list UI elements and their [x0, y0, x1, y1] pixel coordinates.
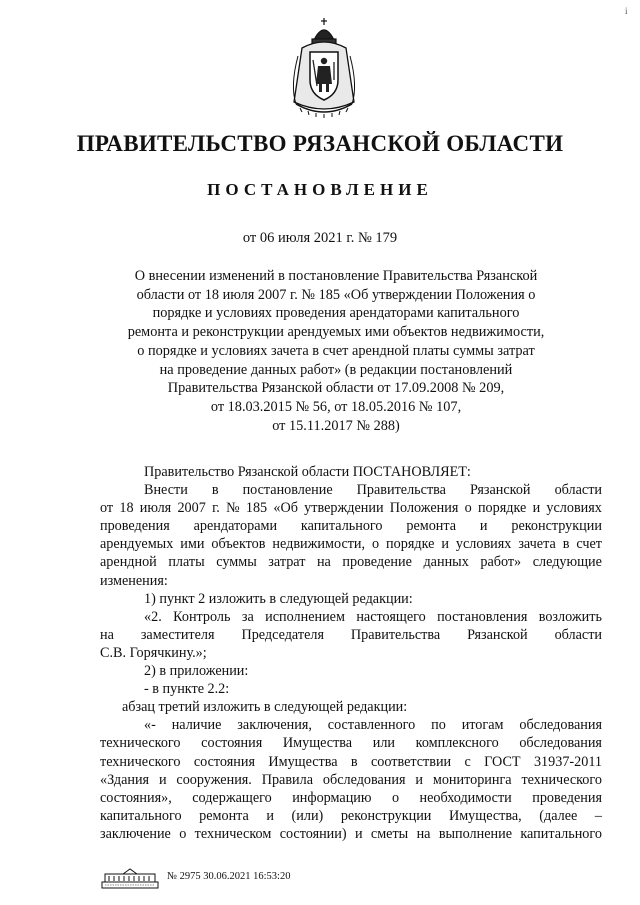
registry-number: № 2975 30.06.2021 16:53:20	[167, 871, 291, 882]
body-line	[100, 499, 602, 517]
word: и	[479, 518, 488, 535]
word: работ»	[480, 554, 522, 571]
word: (далее	[539, 807, 578, 824]
word: и	[415, 771, 423, 788]
body-line	[100, 807, 602, 825]
word: области	[554, 482, 602, 499]
word: ГОСТ	[484, 753, 521, 770]
word: содержащего	[192, 789, 272, 806]
word: или	[372, 735, 396, 752]
body-line	[100, 553, 602, 571]
body-line	[100, 716, 602, 734]
body-line: 2) в приложении:	[144, 663, 249, 680]
word: условиях	[455, 536, 512, 553]
word: Имущества	[268, 753, 338, 770]
word: ремонта	[199, 807, 249, 824]
word: в	[211, 482, 219, 499]
word: Положения	[389, 500, 459, 517]
body-line	[100, 608, 602, 626]
word: и	[158, 771, 167, 788]
body-line: 1) пункт 2 изложить в следующей редакции:	[144, 590, 413, 607]
body-line: Правительство Рязанской области ПОСТАНОВЛЯЕТ:	[144, 464, 471, 480]
word: заключения,	[237, 717, 312, 734]
subject-line: от 15.11.2017 № 288)	[272, 417, 400, 434]
body-line	[100, 626, 602, 644]
word: реконструкции	[340, 807, 432, 824]
word: 2007	[177, 500, 206, 517]
crown-icon	[312, 18, 336, 44]
document-subject	[96, 267, 576, 435]
word: о	[391, 789, 400, 806]
word: техническом	[194, 825, 272, 842]
word: суммы	[216, 554, 257, 571]
body-line: - в пункте 2.2:	[144, 681, 230, 698]
word: «-	[144, 717, 156, 734]
word: технического	[100, 735, 181, 752]
word: г.	[212, 500, 220, 517]
word: ремонта	[406, 518, 457, 535]
word: комплексного	[415, 735, 499, 752]
word: состояния	[201, 735, 263, 752]
word: необходимости	[419, 789, 512, 806]
word: от	[100, 500, 114, 517]
word: №	[226, 500, 240, 517]
word: недвижимости,	[272, 536, 366, 553]
word: настоящего	[356, 608, 426, 625]
word: «Здания	[100, 771, 150, 788]
body-line	[100, 771, 602, 789]
word: обследования	[322, 771, 406, 788]
word: Внести	[144, 482, 188, 499]
word: заключение	[100, 825, 171, 842]
word: на	[416, 825, 431, 842]
word: капитального	[100, 807, 182, 824]
word: Контроль	[173, 608, 231, 625]
word: Рязанской	[470, 482, 531, 499]
word: в	[350, 753, 358, 770]
body-line	[100, 734, 602, 752]
subject-line: ремонта и реконструкции арендуемых ими объектов недвижимости,	[127, 324, 545, 341]
word: утверждении	[304, 500, 384, 517]
word: состояния	[193, 753, 255, 770]
word: о	[372, 536, 380, 553]
word: мониторинга	[432, 771, 512, 788]
word: Правительства	[350, 626, 441, 643]
word: по	[431, 717, 446, 734]
body-line	[100, 535, 602, 553]
word: с	[464, 753, 471, 770]
body-line: изменения:	[100, 572, 168, 589]
word: капитального	[520, 825, 602, 842]
word: области	[554, 626, 602, 643]
word: проведения	[100, 518, 170, 535]
word: счет	[576, 536, 602, 553]
word: заместителя	[140, 626, 215, 643]
word: объектов	[211, 536, 266, 553]
word: за	[241, 608, 254, 625]
subject-line: О внесении изменений в постановление Правительства Рязанской	[134, 268, 538, 284]
word: информацию	[292, 789, 372, 806]
subject-line: о порядке и условиях зачета в счет арендной платы суммы затрат	[137, 342, 535, 359]
word: выполнение	[438, 825, 513, 842]
subject-line: порядке и условиях проведения арендаторами капитального	[152, 305, 520, 322]
document-date-number: от 06 июля 2021 г. № 179	[242, 230, 398, 246]
subject-line: Правительства Рязанской области от 17.09.2008 № 209,	[167, 380, 505, 397]
word: платы	[168, 554, 205, 571]
word: обследования	[519, 717, 602, 734]
document-type-heading: ПОСТАНОВЛЕНИЕ	[207, 180, 433, 199]
word: и	[266, 807, 274, 824]
word: данных	[423, 554, 469, 571]
word: в	[562, 536, 570, 553]
word: исполнением	[265, 608, 345, 625]
word: порядке	[386, 536, 435, 553]
word: проведение	[342, 554, 412, 571]
word: 185	[245, 500, 268, 517]
word: зачета	[518, 536, 556, 553]
word: составленного	[327, 717, 416, 734]
word: Имущества	[282, 735, 353, 752]
word: –	[594, 807, 602, 824]
body-line	[100, 753, 602, 771]
body-line	[100, 789, 602, 807]
word: ими	[180, 536, 205, 553]
word: условиях	[546, 500, 602, 517]
word: Правительства	[356, 482, 446, 499]
word: и	[441, 536, 449, 553]
corner-mark: i	[625, 6, 628, 16]
word: 31937-2011	[533, 753, 602, 770]
word: порядке	[477, 500, 527, 517]
word: (или)	[291, 807, 324, 824]
word: арендуемых	[100, 536, 174, 553]
word: арендной	[100, 554, 157, 571]
word: обследования	[519, 735, 602, 752]
archive-building-icon	[101, 868, 159, 890]
subject-line: от 18.03.2015 № 56, от 18.05.2016 № 107,	[210, 398, 462, 415]
word: на	[316, 554, 331, 571]
word: и	[354, 825, 363, 842]
body-line: С.В. Горячкину.»;	[100, 644, 207, 661]
document-body	[100, 463, 602, 843]
word: «Об	[273, 500, 298, 517]
word: наличие	[171, 717, 222, 734]
word: постановления	[437, 608, 528, 625]
word: Правила	[261, 771, 314, 788]
word: возложить	[538, 608, 602, 625]
word: технического	[100, 753, 181, 770]
word: соответствии	[370, 753, 452, 770]
word: арендаторами	[193, 518, 278, 535]
subject-line: на проведение данных работ» (в редакции постановлений	[159, 361, 513, 378]
word: Рязанской	[467, 626, 528, 643]
body-line	[100, 825, 602, 843]
word: о	[179, 825, 187, 842]
word: состояния»,	[100, 789, 172, 806]
word: технического	[521, 771, 602, 788]
word: 18	[119, 500, 134, 517]
word: Председателя	[241, 626, 324, 643]
word: следующие	[532, 554, 602, 571]
word: проведения	[532, 789, 602, 806]
word: капитального	[300, 518, 383, 535]
word: июля	[139, 500, 172, 517]
body-line	[100, 481, 602, 499]
word: итогам	[461, 717, 504, 734]
body-line: абзац третий изложить в следующей редакции:	[122, 699, 408, 716]
word: затрат	[268, 554, 306, 571]
word: сооружения.	[176, 771, 252, 788]
word: Имущества,	[448, 807, 522, 824]
word: на	[100, 626, 114, 643]
word: состоянии)	[279, 825, 347, 842]
word: постановление	[242, 482, 333, 499]
word: о	[464, 500, 472, 517]
body-line	[100, 517, 602, 535]
word: и	[532, 500, 541, 517]
word: «2.	[144, 608, 162, 625]
coat-of-arms-emblem	[284, 16, 364, 124]
subject-line: области от 18 июля 2007 г. № 185 «Об утверждении Положения о	[136, 286, 536, 303]
word: реконструкции	[511, 518, 602, 535]
word: сметы	[370, 825, 409, 842]
government-title: ПРАВИТЕЛЬСТВО РЯЗАНСКОЙ ОБЛАСТИ	[76, 131, 564, 156]
